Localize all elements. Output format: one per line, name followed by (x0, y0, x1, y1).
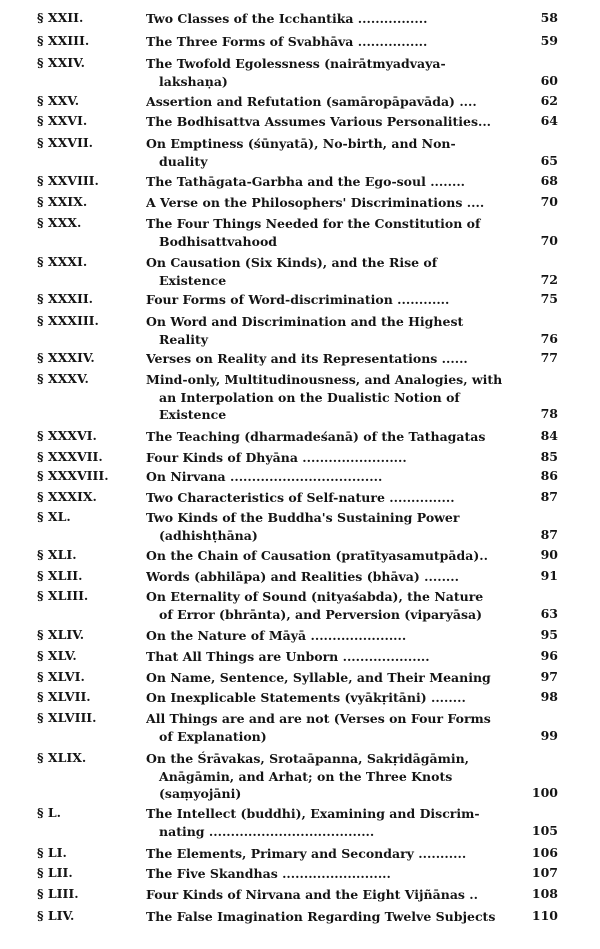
entry-title (146, 805, 534, 840)
page-number: 106 (531, 845, 558, 860)
entry-title-line: All Things are and are not (Verses on Four Forms (146, 711, 491, 726)
page-number: 75 (540, 291, 558, 306)
entry-title (146, 93, 534, 111)
entry-title (146, 489, 534, 507)
entry-title-line: Verses on Reality and its Representations ...... (146, 351, 468, 366)
entry-title (146, 648, 534, 666)
section-number: § XXXIX. (37, 489, 97, 504)
entry-title-line: an Interpolation on the Dualistic Notion of (159, 389, 460, 405)
entry-title-line: On Name, Sentence, Syllable, and Their Meaning (146, 670, 491, 685)
page-number: 77 (540, 350, 558, 365)
page-number: 107 (531, 865, 558, 880)
entry-title-line: lakshaṇa) (159, 73, 228, 89)
section-number: § XXXVI. (37, 428, 97, 443)
entry-title (146, 291, 534, 309)
entry-title-line: The Elements, Primary and Secondary ........... (146, 846, 467, 861)
page-number: 84 (540, 428, 558, 443)
entry-title (146, 449, 534, 467)
entry-title-line: Anāgāmin, and Arhat; on the Three Knots (159, 768, 453, 784)
entry-title (146, 710, 534, 745)
entry-title-line: On Causation (Six Kinds), and the Rise of (146, 255, 438, 270)
page-number: 95 (540, 627, 558, 642)
entry-title-line: Existence (159, 407, 227, 422)
section-number: § LIV. (37, 908, 75, 923)
section-number: § LIII. (37, 886, 79, 901)
section-number: § XXVII. (37, 135, 94, 150)
page-number: 63 (540, 605, 558, 621)
page-number: 78 (540, 406, 558, 421)
entry-title-line: Existence (159, 272, 227, 288)
section-number: § XXXV. (37, 371, 89, 386)
entry-title-line: The Four Things Needed for the Constitution of (146, 216, 481, 231)
section-number: § XXXVIII. (37, 468, 109, 483)
entry-title (146, 669, 534, 687)
section-number: § XLIII. (37, 588, 89, 603)
section-number: § XXVI. (37, 113, 88, 128)
section-number: § XLVII. (37, 689, 91, 704)
section-number: § XL. (37, 509, 71, 524)
entry-title-line: A Verse on the Philosophers' Discriminations .... (146, 195, 485, 210)
page-number: 108 (531, 886, 558, 901)
section-number: § XXXIV. (37, 350, 95, 365)
entry-title-line: (adhishṭhāna) (159, 527, 258, 543)
page-number: 86 (540, 468, 558, 483)
entry-title-line: Four Kinds of Dhyāna ........................ (146, 450, 407, 465)
page-number: 87 (540, 489, 558, 504)
page-number: 85 (540, 449, 558, 464)
entry-title (146, 135, 534, 170)
entry-title (146, 627, 534, 645)
entry-title (146, 194, 534, 212)
section-number: § XLII. (37, 568, 83, 583)
section-number: § XLIV. (37, 627, 85, 642)
section-number: § XXXI. (37, 254, 88, 269)
entry-title-line: The Tathāgata-Garbha and the Ego-soul ........ (146, 174, 466, 189)
entry-title-line: duality (159, 153, 208, 169)
entry-title (146, 568, 534, 586)
page-number: 76 (540, 330, 558, 346)
entry-title-line: Four Kinds of Nirvana and the Eight Vijñānas .. (146, 887, 479, 902)
entry-title-line: On Nirvana ................................... (146, 469, 383, 484)
section-number: § XLI. (37, 547, 77, 562)
entry-title-line: Two Classes of the Icchantika ................ (146, 11, 428, 26)
page-number: 65 (540, 152, 558, 168)
section-number: § L. (37, 805, 62, 820)
entry-title-line: Assertion and Refutation (samāropāpavāda) .... (146, 94, 477, 109)
entry-title-line: Four Forms of Word-discrimination ............ (146, 292, 450, 307)
entry-title (146, 865, 534, 883)
entry-title (146, 886, 534, 904)
entry-title-line: That All Things are Unborn .................... (146, 649, 430, 664)
section-number: § XXXII. (37, 291, 94, 306)
entry-title (146, 33, 534, 51)
entry-title-line: of Error (bhrānta), and Perversion (viparyāsa) (159, 606, 483, 622)
section-number: § XXIII. (37, 33, 90, 48)
section-number: § LII. (37, 865, 73, 880)
entry-title (146, 371, 534, 424)
entry-title-line: The Twofold Egolessness (nairātmyadvaya- (146, 56, 446, 71)
page-number: 100 (531, 785, 558, 800)
page-number: 70 (540, 232, 558, 248)
entry-title-line: of Explanation) (159, 728, 267, 744)
entry-title (146, 55, 534, 90)
page-number: 105 (531, 822, 558, 838)
entry-title (146, 254, 534, 289)
page-number: 87 (540, 526, 558, 542)
entry-title (146, 588, 534, 623)
page-number: 91 (540, 568, 558, 583)
entry-title-line: Words (abhilāpa) and Realities (bhāva) ........ (146, 569, 459, 584)
entry-title-line: Bodhisattvahood (159, 233, 278, 249)
entry-title-line: nating ...................................... (159, 823, 375, 839)
entry-title (146, 350, 534, 368)
entry-title-line: The Bodhisattva Assumes Various Personalities... (146, 114, 492, 129)
entry-title (146, 113, 534, 131)
entry-title-line: On the Chain of Causation (pratītyasamutpāda).. (146, 548, 488, 563)
section-number: § XXXVII. (37, 449, 103, 464)
entry-title (146, 509, 534, 544)
entry-title-line: On Eternality of Sound (nityaśabda), the Nature (146, 589, 484, 604)
entry-title (146, 10, 534, 28)
entry-title-line: The Intellect (buddhi), Examining and Discrim- (146, 806, 480, 821)
section-number: § XXX. (37, 215, 82, 230)
entry-title-line: On Emptiness (śūnyatā), No-birth, and Non- (146, 136, 456, 151)
entry-title (146, 468, 534, 486)
entry-title (146, 313, 534, 348)
section-number: § XXIV. (37, 55, 85, 70)
entry-title-line: Mind-only, Multitudinousness, and Analogies, with (146, 372, 503, 387)
entry-title (146, 845, 534, 863)
section-number: § LI. (37, 845, 67, 860)
entry-title-line: On the Nature of Māyā ...................... (146, 628, 407, 643)
page-number: 58 (540, 10, 558, 25)
entry-title-line: On the Śrāvakas, Srotaāpanna, Sakṛidāgāmin, (146, 751, 470, 766)
entry-title-line: On Word and Discrimination and the Highest (146, 314, 464, 329)
entry-title (146, 428, 534, 446)
page-number: 110 (531, 908, 558, 923)
page-number: 60 (540, 72, 558, 88)
entry-title-line: The Teaching (dharmadeśanā) of the Tathagatas (146, 429, 486, 444)
entry-title-line: Reality (159, 331, 208, 347)
entry-title-line: The False Imagination Regarding Twelve Subjects (146, 909, 496, 924)
entry-title (146, 547, 534, 565)
entry-title (146, 908, 534, 926)
page-number: 68 (540, 173, 558, 188)
page-number: 64 (540, 113, 558, 128)
section-number: § XXVIII. (37, 173, 99, 188)
entry-title (146, 750, 534, 803)
entry-title-line: Two Characteristics of Self-nature ............... (146, 490, 455, 505)
page-number: 72 (540, 271, 558, 287)
page-number: 70 (540, 194, 558, 209)
section-number: § XLIX. (37, 750, 87, 765)
section-number: § XLVI. (37, 669, 85, 684)
entry-title-line: On Inexplicable Statements (vyākṛitāni) ........ (146, 690, 466, 705)
page-number: 98 (540, 689, 558, 704)
section-number: § XXII. (37, 10, 84, 25)
page-number: 99 (540, 727, 558, 743)
entry-title (146, 173, 534, 191)
section-number: § XLVIII. (37, 710, 97, 725)
section-number: § XLV. (37, 648, 77, 663)
section-number: § XXXIII. (37, 313, 99, 328)
page-number: 96 (540, 648, 558, 663)
section-number: § XXV. (37, 93, 80, 108)
entry-title (146, 689, 534, 707)
section-number: § XXIX. (37, 194, 88, 209)
entry-title-line: Two Kinds of the Buddha's Sustaining Power (146, 510, 460, 525)
entry-title-line: The Three Forms of Svabhāva ................ (146, 34, 428, 49)
entry-title-line: (saṃyojāni) (159, 786, 242, 801)
entry-title-line: The Five Skandhas ......................... (146, 866, 391, 881)
page-number: 97 (540, 669, 558, 684)
page-number: 90 (540, 547, 558, 562)
page-number: 59 (540, 33, 558, 48)
page-number: 62 (540, 93, 558, 108)
entry-title (146, 215, 534, 250)
